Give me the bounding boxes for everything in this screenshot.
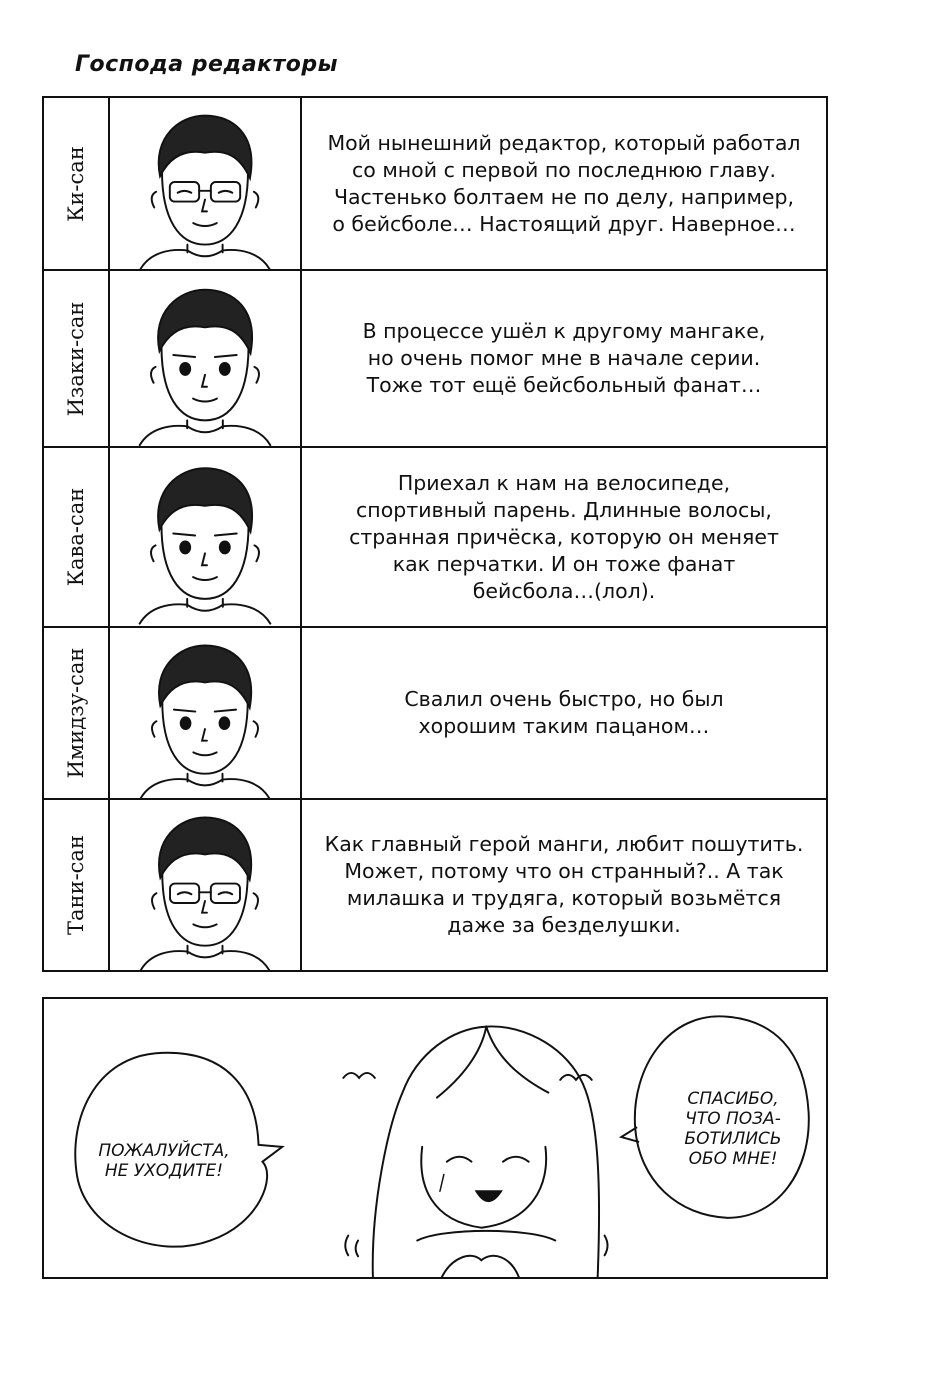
editor-face-icon: [110, 448, 300, 626]
editor-name: Имидзу-сан: [64, 647, 88, 779]
editor-name-cell: [44, 628, 110, 798]
editor-description-cell: [302, 98, 826, 269]
editor-description-cell: [302, 800, 826, 970]
editor-portrait: [110, 271, 302, 446]
comic-panel: [42, 997, 828, 1279]
editor-description: Свалил очень быстро, но был хорошим таким пацаном…: [404, 687, 724, 738]
editor-name: Кава-сан: [64, 487, 88, 587]
editor-row: [44, 271, 826, 448]
editor-row: [44, 448, 826, 628]
editor-portrait: [110, 628, 302, 798]
editor-description: Приехал к нам на велосипеде, спортивный парень. Длинные волосы, странная причёска, которую он меняет как перчатки. И он тоже фанат бейсбола…(лол).: [349, 470, 779, 603]
editor-name: Изаки-сан: [64, 301, 88, 416]
editor-name: Ки-сан: [64, 145, 88, 222]
editor-name: Тани-сан: [64, 835, 88, 935]
editor-face-icon: [110, 800, 300, 970]
editor-description-cell: [302, 271, 826, 446]
editor-name-cell: [44, 98, 110, 269]
editor-name-cell: [44, 271, 110, 446]
girl-illustration: [343, 1026, 607, 1277]
editor-face-icon: [110, 628, 300, 798]
editor-row: [44, 98, 826, 271]
editor-portrait: [110, 448, 302, 626]
page-title: Господа редакторы: [75, 52, 338, 77]
editor-row: [44, 800, 826, 970]
editor-portrait: [110, 98, 302, 269]
editor-description: Как главный герой манги, любит пошутить. Может, потому что он странный?.. А так милашка и трудяга, который возьмётся даже за безделушки.: [324, 832, 804, 937]
editor-description: В процессе ушёл к другому мангаке, но очень помог мне в начале серии. Тоже тот ещё бейсбольный фанат…: [362, 319, 766, 397]
editor-name-cell: [44, 800, 110, 970]
editor-name-cell: [44, 448, 110, 626]
right-bubble-text: СПАСИБО, ЧТО ПОЗА- БОТИЛИСЬ ОБО МНЕ!: [684, 1089, 782, 1169]
editors-table: [42, 96, 828, 972]
editor-face-icon: [110, 98, 300, 269]
editor-face-icon: [110, 271, 300, 446]
editor-row: [44, 628, 826, 800]
editor-portrait: [110, 800, 302, 970]
left-bubble-text: ПОЖАЛУЙСТА, НЕ УХОДИТЕ!: [98, 1141, 230, 1181]
editor-description-cell: [302, 628, 826, 798]
editor-description: Мой нынешний редактор, который работал со мной с первой по последнюю главу. Частенько болтаем не по делу, например, о бейсболе… Настоящий друг. Наверное…: [327, 130, 801, 236]
editor-description-cell: [302, 448, 826, 626]
